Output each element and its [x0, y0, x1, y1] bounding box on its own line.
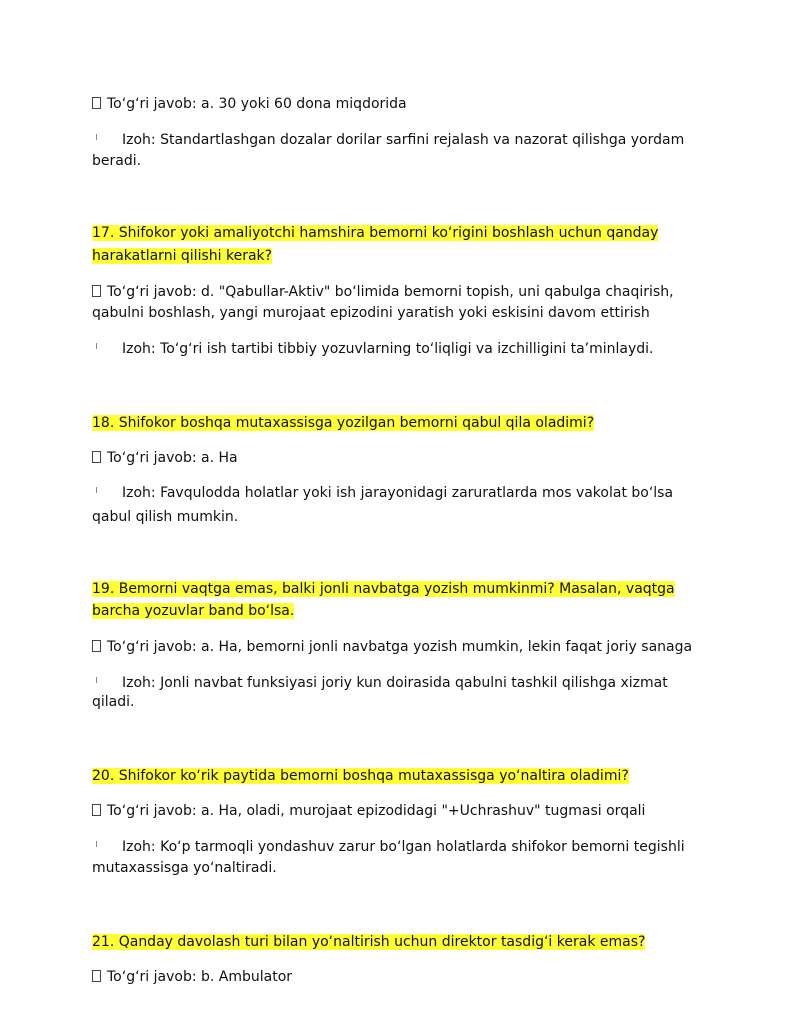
question-line: 19. Bemorni vaqtga emas, balki jonli navbatga yozish mumkinmi? Masalan, vaqtga	[92, 581, 675, 597]
note-line: Izoh: Jonli navbat funksiyasi joriy kun doirasida qabulni tashkil qilishga xizmat	[122, 675, 668, 691]
bullet-marker	[96, 487, 97, 493]
answer-line: qabulni boshlash, yangi murojaat epizodini yaratish yoki eskisini davom ettirish	[92, 305, 650, 321]
question-line: barcha yozuvlar band bo‘lsa.	[92, 603, 295, 619]
checkbox-icon	[92, 97, 101, 109]
bullet-marker	[96, 134, 97, 140]
note-line: Izoh: Ko‘p tarmoqli yondashuv zarur bo‘lgan holatlarda shifokor bemorni tegishli	[122, 839, 685, 855]
bullet-marker	[96, 841, 97, 847]
answer-line: To‘g‘ri javob: a. Ha, oladi, murojaat epizodidagi "+Uchrashuv" tugmasi orqali	[92, 800, 645, 822]
note-line: Izoh: Favqulodda holatlar yoki ish jarayonidagi zaruratlarda mos vakolat bo‘lsa	[122, 485, 674, 501]
bullet-marker	[96, 343, 97, 349]
answer-line: To‘g‘ri javob: a. Ha	[92, 447, 238, 469]
note-line: qabul qilish mumkin.	[92, 509, 239, 525]
note-line: beradi.	[92, 153, 142, 169]
note-line: mutaxassisga yo‘naltiradi.	[92, 860, 277, 876]
answer-line: To‘g‘ri javob: d. "Qabullar-Aktiv" bo‘limida bemorni topish, uni qabulga chaqirish,	[92, 281, 674, 303]
checkbox-icon	[92, 970, 101, 982]
question-line: 20. Shifokor ko‘rik paytida bemorni boshqa mutaxassisga yo‘naltira oladimi?	[92, 768, 629, 784]
checkbox-icon	[92, 451, 101, 463]
question-line: 17. Shifokor yoki amaliyotchi hamshira bemorni ko‘rigini boshlash uchun qanday	[92, 225, 659, 241]
note-line: qiladi.	[92, 694, 135, 710]
question-line: 21. Qanday davolash turi bilan yo‘naltirish uchun direktor tasdig‘i kerak emas?	[92, 934, 646, 950]
question-line: harakatlarni qilishi kerak?	[92, 248, 273, 264]
note-line: Izoh: To‘g‘ri ish tartibi tibbiy yozuvlarning to‘liqligi va izchilligini ta’minlaydi.	[122, 341, 654, 357]
answer-line: To‘g‘ri javob: a. Ha, bemorni jonli navbatga yozish mumkin, lekin faqat joriy sanaga	[92, 636, 692, 658]
checkbox-icon	[92, 804, 101, 816]
answer-line: To‘g‘ri javob: b. Ambulator	[92, 966, 292, 988]
question-line: 18. Shifokor boshqa mutaxassisga yozilgan bemorni qabul qila oladimi?	[92, 415, 595, 431]
bullet-marker	[96, 677, 97, 683]
answer-line: To‘g‘ri javob: a. 30 yoki 60 dona miqdorida	[92, 93, 407, 115]
checkbox-icon	[92, 640, 101, 652]
checkbox-icon	[92, 285, 101, 297]
note-line: Izoh: Standartlashgan dozalar dorilar sarfini rejalash va nazorat qilishga yordam	[122, 132, 685, 148]
